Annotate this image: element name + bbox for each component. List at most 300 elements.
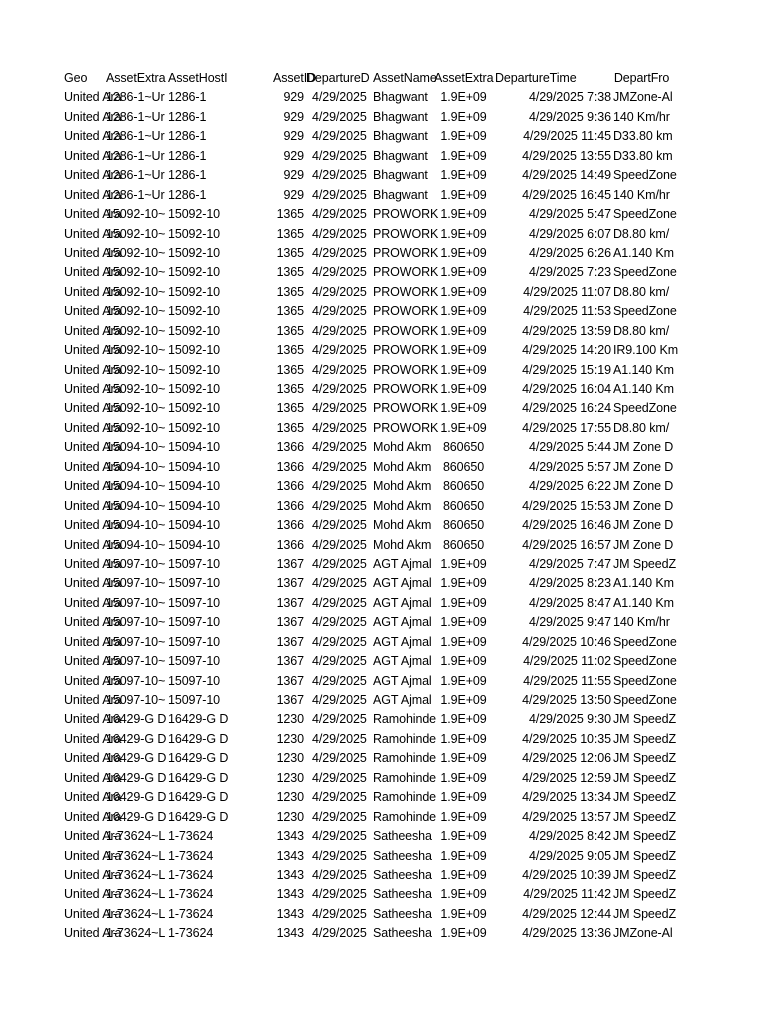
cell-departure-time[interactable]: 4/29/2025 16:24 bbox=[522, 401, 611, 416]
cell-asset-extra[interactable]: 15094-10~ bbox=[106, 518, 166, 533]
cell-asset-extra-2[interactable]: 1.9E+09 bbox=[440, 304, 487, 319]
cell-asset-id[interactable]: 929 bbox=[283, 168, 304, 183]
cell-asset-host-id[interactable]: 1-73624 bbox=[168, 906, 214, 921]
cell-asset-id[interactable]: 1343 bbox=[276, 926, 304, 941]
cell-asset-name[interactable]: Bhagwant bbox=[373, 109, 428, 124]
cell-asset-extra[interactable]: 16429-G D bbox=[106, 770, 167, 785]
cell-asset-extra-2[interactable]: 1.9E+09 bbox=[440, 129, 487, 144]
cell-departure-date[interactable]: 4/29/2025 bbox=[312, 634, 367, 649]
cell-departure-date[interactable]: 4/29/2025 bbox=[312, 829, 367, 844]
cell-asset-extra[interactable]: 15097-10~ bbox=[106, 556, 166, 571]
cell-geo[interactable]: United Ara bbox=[64, 498, 122, 513]
cell-asset-extra-2[interactable]: 1.9E+09 bbox=[440, 382, 487, 396]
header-geo[interactable]: Geo bbox=[64, 71, 88, 85]
cell-departure-time[interactable]: 4/29/2025 13:36 bbox=[522, 926, 611, 941]
cell-asset-extra[interactable]: 15092-10~ bbox=[106, 245, 166, 260]
cell-geo[interactable]: United Ara bbox=[64, 867, 122, 882]
cell-asset-id[interactable]: 1367 bbox=[276, 654, 304, 669]
cell-departure-date[interactable]: 4/29/2025 bbox=[312, 109, 367, 124]
cell-asset-name[interactable]: Ramohinde bbox=[373, 809, 437, 824]
cell-asset-extra[interactable]: 15092-10~ bbox=[106, 420, 166, 435]
cell-departure-date[interactable]: 4/29/2025 bbox=[312, 518, 367, 533]
cell-depart-from[interactable]: A1.140 Km bbox=[613, 362, 674, 377]
cell-departure-date[interactable]: 4/29/2025 bbox=[312, 790, 367, 805]
cell-asset-host-id[interactable]: 1286-1 bbox=[168, 109, 207, 124]
cell-asset-host-id[interactable]: 15092-10 bbox=[168, 382, 221, 396]
cell-asset-id[interactable]: 1365 bbox=[276, 245, 304, 260]
cell-geo[interactable]: United Ara bbox=[64, 343, 122, 358]
cell-asset-host-id[interactable]: 15092-10 bbox=[168, 420, 221, 435]
cell-depart-from[interactable]: SpeedZone bbox=[613, 168, 677, 183]
cell-asset-extra[interactable]: 15092-10~ bbox=[106, 304, 166, 319]
cell-asset-extra[interactable]: 16429-G D bbox=[106, 751, 167, 766]
cell-departure-date[interactable]: 4/29/2025 bbox=[312, 265, 367, 280]
cell-departure-time[interactable]: 4/29/2025 10:35 bbox=[522, 731, 611, 746]
cell-asset-host-id[interactable]: 15097-10 bbox=[168, 634, 221, 649]
cell-asset-name[interactable]: PROWORK bbox=[373, 343, 439, 358]
cell-depart-from[interactable]: D8.80 km/ bbox=[613, 420, 670, 435]
cell-depart-from[interactable]: A1.140 Km bbox=[613, 595, 674, 610]
header-departure-date[interactable]: DepartureD bbox=[306, 71, 370, 85]
cell-departure-date[interactable]: 4/29/2025 bbox=[312, 731, 367, 746]
cell-asset-host-id[interactable]: 15092-10 bbox=[168, 362, 221, 377]
cell-geo[interactable]: United Ara bbox=[64, 887, 122, 902]
cell-departure-date[interactable]: 4/29/2025 bbox=[312, 537, 367, 552]
cell-asset-extra-2[interactable]: 1.9E+09 bbox=[440, 284, 487, 299]
cell-asset-host-id[interactable]: 15092-10 bbox=[168, 343, 221, 358]
cell-asset-extra[interactable]: 15094-10~ bbox=[106, 479, 166, 494]
cell-geo[interactable]: United Ara bbox=[64, 265, 122, 280]
cell-asset-name[interactable]: Satheesha bbox=[373, 906, 432, 921]
cell-departure-date[interactable]: 4/29/2025 bbox=[312, 90, 367, 105]
cell-asset-host-id[interactable]: 16429-G D bbox=[168, 731, 229, 746]
cell-geo[interactable]: United Ara bbox=[64, 712, 122, 727]
cell-asset-id[interactable]: 929 bbox=[283, 187, 304, 202]
cell-asset-name[interactable]: AGT Ajmal bbox=[373, 634, 432, 649]
cell-asset-id[interactable]: 1367 bbox=[276, 615, 304, 630]
cell-asset-id[interactable]: 1366 bbox=[276, 537, 304, 552]
cell-departure-time[interactable]: 4/29/2025 9:05 bbox=[528, 848, 611, 863]
cell-depart-from[interactable]: SpeedZone bbox=[613, 265, 677, 280]
cell-asset-name[interactable]: AGT Ajmal bbox=[373, 673, 432, 688]
cell-asset-extra[interactable]: 16429-G D bbox=[106, 809, 167, 824]
cell-asset-host-id[interactable]: 15097-10 bbox=[168, 615, 221, 630]
cell-geo[interactable]: United Ara bbox=[64, 537, 122, 552]
cell-departure-time[interactable]: 4/29/2025 6:26 bbox=[528, 245, 611, 260]
header-depart-from[interactable]: DepartFro bbox=[613, 71, 670, 85]
cell-geo[interactable]: United Ara bbox=[64, 576, 122, 591]
cell-departure-date[interactable]: 4/29/2025 bbox=[312, 168, 367, 183]
cell-departure-date[interactable]: 4/29/2025 bbox=[312, 479, 367, 494]
cell-depart-from[interactable]: JM Zone D bbox=[613, 479, 674, 494]
cell-depart-from[interactable]: JM Zone D bbox=[613, 518, 674, 533]
cell-asset-name[interactable]: Mohd Akm bbox=[373, 459, 432, 474]
cell-asset-name[interactable]: Satheesha bbox=[373, 829, 432, 844]
cell-geo[interactable]: United Ara bbox=[64, 770, 122, 785]
cell-departure-date[interactable]: 4/29/2025 bbox=[312, 148, 367, 163]
cell-asset-extra-2[interactable]: 1.9E+09 bbox=[440, 770, 487, 785]
cell-departure-date[interactable]: 4/29/2025 bbox=[312, 926, 367, 941]
cell-asset-extra[interactable]: 15092-10~ bbox=[106, 343, 166, 358]
cell-asset-extra[interactable]: 15097-10~ bbox=[106, 693, 166, 707]
cell-geo[interactable]: United Ara bbox=[64, 751, 122, 766]
cell-asset-extra[interactable]: 15092-10~ bbox=[106, 323, 166, 338]
cell-asset-id[interactable]: 1365 bbox=[276, 265, 304, 280]
cell-departure-date[interactable]: 4/29/2025 bbox=[312, 323, 367, 338]
cell-depart-from[interactable]: JM SpeedZ bbox=[613, 829, 677, 844]
cell-geo[interactable]: United Ara bbox=[64, 926, 122, 941]
cell-asset-extra-2[interactable]: 1.9E+09 bbox=[440, 343, 487, 358]
cell-asset-extra-2[interactable]: 1.9E+09 bbox=[440, 362, 487, 377]
cell-depart-from[interactable]: SpeedZone bbox=[613, 401, 677, 416]
cell-geo[interactable]: United Ara bbox=[64, 323, 122, 338]
cell-departure-time[interactable]: 4/29/2025 9:36 bbox=[528, 109, 611, 124]
cell-departure-time[interactable]: 4/29/2025 15:53 bbox=[522, 498, 611, 513]
cell-depart-from[interactable]: JM Zone D bbox=[613, 537, 674, 552]
cell-asset-host-id[interactable]: 16429-G D bbox=[168, 790, 229, 805]
cell-asset-extra-2[interactable]: 1.9E+09 bbox=[440, 867, 487, 882]
cell-asset-extra-2[interactable]: 860650 bbox=[442, 498, 485, 513]
cell-departure-date[interactable]: 4/29/2025 bbox=[312, 187, 367, 202]
cell-asset-extra-2[interactable]: 1.9E+09 bbox=[440, 712, 487, 727]
cell-asset-extra-2[interactable]: 1.9E+09 bbox=[440, 615, 487, 630]
cell-asset-id[interactable]: 1230 bbox=[276, 770, 304, 785]
cell-geo[interactable]: United Ara bbox=[64, 479, 122, 494]
cell-geo[interactable]: United Ara bbox=[64, 245, 122, 260]
cell-departure-time[interactable]: 4/29/2025 13:34 bbox=[522, 790, 611, 805]
cell-asset-name[interactable]: PROWORK bbox=[373, 304, 439, 319]
cell-asset-host-id[interactable]: 1286-1 bbox=[168, 129, 207, 144]
cell-geo[interactable]: United Ara bbox=[64, 401, 122, 416]
cell-asset-id[interactable]: 1365 bbox=[276, 284, 304, 299]
cell-departure-date[interactable]: 4/29/2025 bbox=[312, 362, 367, 377]
cell-asset-host-id[interactable]: 15092-10 bbox=[168, 401, 221, 416]
cell-geo[interactable]: United Ara bbox=[64, 615, 122, 630]
cell-geo[interactable]: United Ara bbox=[64, 693, 122, 707]
header-asset-extra[interactable]: AssetExtra bbox=[106, 71, 166, 85]
cell-asset-extra[interactable]: 15097-10~ bbox=[106, 673, 166, 688]
cell-depart-from[interactable]: JM SpeedZ bbox=[613, 790, 677, 805]
cell-asset-host-id[interactable]: 15092-10 bbox=[168, 284, 221, 299]
cell-departure-time[interactable]: 4/29/2025 11:07 bbox=[523, 284, 611, 299]
cell-asset-name[interactable]: Ramohinde bbox=[373, 731, 437, 746]
cell-asset-extra[interactable]: 1-73624~L bbox=[106, 887, 166, 902]
cell-geo[interactable]: United Ara bbox=[64, 284, 122, 299]
cell-asset-id[interactable]: 1365 bbox=[276, 420, 304, 435]
cell-asset-extra[interactable]: 1286-1~Ur bbox=[106, 148, 165, 163]
cell-depart-from[interactable]: JMZone-Al bbox=[613, 926, 673, 941]
cell-asset-host-id[interactable]: 16429-G D bbox=[168, 770, 229, 785]
cell-asset-name[interactable]: AGT Ajmal bbox=[373, 654, 432, 669]
cell-asset-extra-2[interactable]: 1.9E+09 bbox=[440, 790, 487, 805]
cell-asset-extra-2[interactable]: 1.9E+09 bbox=[440, 887, 487, 902]
cell-asset-extra[interactable]: 1286-1~Ur bbox=[106, 168, 165, 183]
cell-asset-name[interactable]: Bhagwant bbox=[373, 129, 428, 144]
cell-asset-name[interactable]: PROWORK bbox=[373, 401, 439, 416]
cell-departure-date[interactable]: 4/29/2025 bbox=[312, 906, 367, 921]
cell-departure-date[interactable]: 4/29/2025 bbox=[312, 770, 367, 785]
cell-depart-from[interactable]: JM Zone D bbox=[613, 498, 674, 513]
cell-depart-from[interactable]: JM Zone D bbox=[613, 459, 674, 474]
cell-departure-time[interactable]: 4/29/2025 11:53 bbox=[523, 304, 611, 319]
cell-asset-name[interactable]: Ramohinde bbox=[373, 790, 437, 805]
cell-depart-from[interactable]: SpeedZone bbox=[613, 693, 677, 707]
cell-asset-host-id[interactable]: 15092-10 bbox=[168, 245, 221, 260]
cell-asset-name[interactable]: AGT Ajmal bbox=[373, 615, 432, 630]
cell-depart-from[interactable]: SpeedZone bbox=[613, 673, 677, 688]
cell-geo[interactable]: United Ara bbox=[64, 148, 122, 163]
cell-asset-extra-2[interactable]: 1.9E+09 bbox=[440, 673, 487, 688]
cell-departure-date[interactable]: 4/29/2025 bbox=[312, 615, 367, 630]
header-asset-extra-2[interactable]: AssetExtra bbox=[434, 71, 494, 85]
cell-departure-date[interactable]: 4/29/2025 bbox=[312, 654, 367, 669]
cell-departure-time[interactable]: 4/29/2025 16:45 bbox=[522, 187, 611, 202]
cell-asset-host-id[interactable]: 15094-10 bbox=[168, 518, 221, 533]
cell-asset-extra[interactable]: 1-73624~L bbox=[106, 906, 166, 921]
cell-asset-name[interactable]: AGT Ajmal bbox=[373, 576, 432, 591]
cell-departure-date[interactable]: 4/29/2025 bbox=[312, 576, 367, 591]
cell-departure-time[interactable]: 4/29/2025 12:44 bbox=[522, 906, 611, 921]
cell-asset-extra[interactable]: 16429-G D bbox=[106, 790, 167, 805]
cell-depart-from[interactable]: JM SpeedZ bbox=[613, 712, 677, 727]
cell-departure-date[interactable]: 4/29/2025 bbox=[312, 343, 367, 358]
cell-asset-id[interactable]: 1230 bbox=[276, 712, 304, 727]
cell-asset-name[interactable]: PROWORK bbox=[373, 284, 439, 299]
cell-departure-date[interactable]: 4/29/2025 bbox=[312, 420, 367, 435]
cell-depart-from[interactable]: A1.140 Km bbox=[613, 382, 674, 396]
cell-geo[interactable]: United Ara bbox=[64, 809, 122, 824]
cell-departure-date[interactable]: 4/29/2025 bbox=[312, 498, 367, 513]
cell-departure-time[interactable]: 4/29/2025 16:04 bbox=[522, 382, 611, 396]
cell-asset-extra-2[interactable]: 1.9E+09 bbox=[440, 654, 487, 669]
cell-asset-id[interactable]: 1366 bbox=[276, 459, 304, 474]
cell-asset-name[interactable]: AGT Ajmal bbox=[373, 556, 432, 571]
cell-depart-from[interactable]: JM SpeedZ bbox=[613, 770, 677, 785]
cell-asset-id[interactable]: 1230 bbox=[276, 751, 304, 766]
cell-asset-extra[interactable]: 1286-1~Ur bbox=[106, 129, 165, 144]
cell-asset-host-id[interactable]: 15092-10 bbox=[168, 207, 221, 222]
cell-asset-name[interactable]: PROWORK bbox=[373, 245, 439, 260]
cell-departure-time[interactable]: 4/29/2025 11:42 bbox=[523, 887, 611, 902]
cell-departure-time[interactable]: 4/29/2025 11:02 bbox=[523, 654, 611, 669]
cell-asset-name[interactable]: Bhagwant bbox=[373, 187, 428, 202]
cell-asset-name[interactable]: PROWORK bbox=[373, 362, 439, 377]
cell-geo[interactable]: United Ara bbox=[64, 187, 122, 202]
cell-depart-from[interactable]: JM SpeedZ bbox=[613, 731, 677, 746]
cell-depart-from[interactable]: D8.80 km/ bbox=[613, 323, 670, 338]
cell-departure-time[interactable]: 4/29/2025 8:23 bbox=[528, 576, 611, 591]
cell-asset-host-id[interactable]: 1-73624 bbox=[168, 887, 214, 902]
cell-departure-time[interactable]: 4/29/2025 8:42 bbox=[528, 829, 611, 844]
cell-asset-name[interactable]: Bhagwant bbox=[373, 168, 428, 183]
header-asset-name[interactable]: AssetName bbox=[373, 71, 437, 85]
cell-departure-time[interactable]: 4/29/2025 12:59 bbox=[522, 770, 611, 785]
cell-asset-extra-2[interactable]: 1.9E+09 bbox=[440, 245, 487, 260]
cell-departure-time[interactable]: 4/29/2025 13:57 bbox=[522, 809, 611, 824]
cell-asset-host-id[interactable]: 15097-10 bbox=[168, 693, 221, 707]
cell-asset-extra-2[interactable]: 1.9E+09 bbox=[440, 693, 487, 707]
cell-asset-extra-2[interactable]: 1.9E+09 bbox=[440, 848, 487, 863]
cell-asset-extra[interactable]: 15097-10~ bbox=[106, 576, 166, 591]
cell-depart-from[interactable]: D33.80 km bbox=[613, 148, 673, 163]
cell-asset-id[interactable]: 1343 bbox=[276, 848, 304, 863]
cell-departure-time[interactable]: 4/29/2025 10:46 bbox=[522, 634, 611, 649]
cell-asset-extra-2[interactable]: 1.9E+09 bbox=[440, 265, 487, 280]
cell-departure-date[interactable]: 4/29/2025 bbox=[312, 245, 367, 260]
cell-asset-name[interactable]: Mohd Akm bbox=[373, 498, 432, 513]
cell-departure-time[interactable]: 4/29/2025 5:47 bbox=[528, 207, 611, 222]
cell-asset-host-id[interactable]: 15097-10 bbox=[168, 654, 221, 669]
cell-depart-from[interactable]: SpeedZone bbox=[613, 304, 677, 319]
cell-geo[interactable]: United Ara bbox=[64, 829, 122, 844]
cell-asset-host-id[interactable]: 15092-10 bbox=[168, 226, 221, 241]
cell-departure-date[interactable]: 4/29/2025 bbox=[312, 751, 367, 766]
cell-asset-host-id[interactable]: 1286-1 bbox=[168, 90, 207, 105]
cell-asset-extra-2[interactable]: 1.9E+09 bbox=[440, 109, 487, 124]
cell-asset-host-id[interactable]: 15092-10 bbox=[168, 304, 221, 319]
cell-departure-time[interactable]: 4/29/2025 9:47 bbox=[528, 615, 611, 630]
cell-asset-extra-2[interactable]: 1.9E+09 bbox=[440, 148, 487, 163]
cell-departure-time[interactable]: 4/29/2025 14:49 bbox=[522, 168, 611, 183]
cell-departure-time[interactable]: 4/29/2025 13:50 bbox=[522, 693, 611, 707]
cell-asset-id[interactable]: 1365 bbox=[276, 226, 304, 241]
cell-asset-host-id[interactable]: 1-73624 bbox=[168, 848, 214, 863]
cell-asset-id[interactable]: 1365 bbox=[276, 382, 304, 396]
cell-geo[interactable]: United Ara bbox=[64, 420, 122, 435]
cell-asset-id[interactable]: 1367 bbox=[276, 673, 304, 688]
cell-asset-extra[interactable]: 1-73624~L bbox=[106, 829, 166, 844]
cell-departure-date[interactable]: 4/29/2025 bbox=[312, 673, 367, 688]
cell-geo[interactable]: United Ara bbox=[64, 634, 122, 649]
cell-asset-name[interactable]: PROWORK bbox=[373, 226, 439, 241]
cell-geo[interactable]: United Ara bbox=[64, 90, 122, 105]
cell-asset-id[interactable]: 929 bbox=[283, 90, 304, 105]
cell-asset-extra-2[interactable]: 860650 bbox=[442, 537, 485, 552]
cell-asset-id[interactable]: 1343 bbox=[276, 906, 304, 921]
cell-asset-host-id[interactable]: 16429-G D bbox=[168, 712, 229, 727]
cell-asset-id[interactable]: 1230 bbox=[276, 809, 304, 824]
cell-departure-time[interactable]: 4/29/2025 12:06 bbox=[522, 751, 611, 766]
cell-asset-id[interactable]: 929 bbox=[283, 148, 304, 163]
cell-asset-extra-2[interactable]: 860650 bbox=[442, 518, 485, 533]
cell-asset-host-id[interactable]: 15094-10 bbox=[168, 440, 221, 455]
cell-departure-time[interactable]: 4/29/2025 9:30 bbox=[528, 712, 611, 727]
cell-asset-extra-2[interactable]: 1.9E+09 bbox=[440, 906, 487, 921]
cell-departure-date[interactable]: 4/29/2025 bbox=[312, 809, 367, 824]
cell-depart-from[interactable]: JM SpeedZ bbox=[613, 887, 677, 902]
cell-departure-time[interactable]: 4/29/2025 10:39 bbox=[522, 867, 611, 882]
cell-asset-id[interactable]: 1343 bbox=[276, 829, 304, 844]
cell-asset-extra[interactable]: 15094-10~ bbox=[106, 440, 166, 455]
cell-asset-extra-2[interactable]: 1.9E+09 bbox=[440, 226, 487, 241]
cell-departure-time[interactable]: 4/29/2025 15:19 bbox=[522, 362, 611, 377]
cell-departure-time[interactable]: 4/29/2025 17:55 bbox=[522, 420, 611, 435]
cell-asset-name[interactable]: AGT Ajmal bbox=[373, 595, 432, 610]
cell-asset-host-id[interactable]: 16429-G D bbox=[168, 751, 229, 766]
cell-asset-extra[interactable]: 15094-10~ bbox=[106, 498, 166, 513]
cell-asset-name[interactable]: Ramohinde bbox=[373, 712, 437, 727]
cell-departure-time[interactable]: 4/29/2025 6:07 bbox=[528, 226, 611, 241]
cell-departure-date[interactable]: 4/29/2025 bbox=[312, 226, 367, 241]
cell-departure-date[interactable]: 4/29/2025 bbox=[312, 401, 367, 416]
cell-depart-from[interactable]: 140 Km/hr bbox=[613, 109, 670, 124]
cell-geo[interactable]: United Ara bbox=[64, 304, 122, 319]
cell-departure-date[interactable]: 4/29/2025 bbox=[312, 848, 367, 863]
cell-asset-extra-2[interactable]: 1.9E+09 bbox=[440, 809, 487, 824]
cell-departure-date[interactable]: 4/29/2025 bbox=[312, 556, 367, 571]
cell-asset-host-id[interactable]: 1286-1 bbox=[168, 187, 207, 202]
cell-departure-time[interactable]: 4/29/2025 11:45 bbox=[523, 129, 611, 144]
cell-asset-extra[interactable]: 15092-10~ bbox=[106, 207, 166, 222]
cell-asset-name[interactable]: Mohd Akm bbox=[373, 479, 432, 494]
cell-geo[interactable]: United Ara bbox=[64, 226, 122, 241]
cell-departure-time[interactable]: 4/29/2025 14:20 bbox=[522, 343, 611, 358]
cell-asset-extra[interactable]: 15092-10~ bbox=[106, 362, 166, 377]
cell-asset-extra[interactable]: 16429-G D bbox=[106, 712, 167, 727]
cell-asset-id[interactable]: 1367 bbox=[276, 576, 304, 591]
cell-asset-extra[interactable]: 1-73624~L bbox=[106, 848, 166, 863]
cell-asset-extra-2[interactable]: 1.9E+09 bbox=[440, 751, 487, 766]
cell-depart-from[interactable]: D8.80 km/ bbox=[613, 226, 670, 241]
cell-asset-host-id[interactable]: 15094-10 bbox=[168, 537, 221, 552]
cell-departure-time[interactable]: 4/29/2025 5:57 bbox=[528, 459, 611, 474]
cell-departure-time[interactable]: 4/29/2025 6:22 bbox=[528, 479, 611, 494]
cell-geo[interactable]: United Ara bbox=[64, 518, 122, 533]
cell-asset-id[interactable]: 1365 bbox=[276, 207, 304, 222]
cell-geo[interactable]: United Ara bbox=[64, 848, 122, 863]
cell-depart-from[interactable]: A1.140 Km bbox=[613, 245, 674, 260]
cell-geo[interactable]: United Ara bbox=[64, 556, 122, 571]
cell-depart-from[interactable]: JMZone-Al bbox=[613, 90, 673, 105]
cell-asset-extra-2[interactable]: 860650 bbox=[442, 440, 485, 455]
cell-asset-host-id[interactable]: 16429-G D bbox=[168, 809, 229, 824]
cell-asset-extra-2[interactable]: 1.9E+09 bbox=[440, 207, 487, 222]
cell-asset-name[interactable]: PROWORK bbox=[373, 265, 439, 280]
cell-asset-host-id[interactable]: 1-73624 bbox=[168, 867, 214, 882]
cell-depart-from[interactable]: SpeedZone bbox=[613, 207, 677, 222]
cell-asset-extra[interactable]: 1286-1~Ur bbox=[106, 187, 165, 202]
cell-depart-from[interactable]: IR9.100 Km bbox=[613, 343, 679, 358]
cell-asset-host-id[interactable]: 15092-10 bbox=[168, 265, 221, 280]
cell-asset-name[interactable]: Ramohinde bbox=[373, 770, 437, 785]
cell-departure-date[interactable]: 4/29/2025 bbox=[312, 440, 367, 455]
cell-asset-extra[interactable]: 15092-10~ bbox=[106, 401, 166, 416]
cell-asset-extra-2[interactable]: 1.9E+09 bbox=[440, 634, 487, 649]
cell-asset-host-id[interactable]: 15094-10 bbox=[168, 479, 221, 494]
cell-geo[interactable]: United Ara bbox=[64, 731, 122, 746]
cell-asset-host-id[interactable]: 1286-1 bbox=[168, 168, 207, 183]
cell-asset-extra[interactable]: 15097-10~ bbox=[106, 634, 166, 649]
cell-asset-id[interactable]: 1365 bbox=[276, 362, 304, 377]
cell-asset-name[interactable]: Bhagwant bbox=[373, 148, 428, 163]
cell-depart-from[interactable]: JM Zone D bbox=[613, 440, 674, 455]
cell-asset-extra-2[interactable]: 1.9E+09 bbox=[440, 187, 487, 202]
cell-depart-from[interactable]: SpeedZone bbox=[613, 634, 677, 649]
cell-geo[interactable]: United Ara bbox=[64, 168, 122, 183]
cell-asset-name[interactable]: Satheesha bbox=[373, 867, 432, 882]
cell-geo[interactable]: United Ara bbox=[64, 654, 122, 669]
cell-asset-extra-2[interactable]: 860650 bbox=[442, 459, 485, 474]
cell-asset-host-id[interactable]: 15097-10 bbox=[168, 673, 221, 688]
cell-departure-time[interactable]: 4/29/2025 16:46 bbox=[522, 518, 611, 533]
cell-asset-host-id[interactable]: 15092-10 bbox=[168, 323, 221, 338]
cell-asset-name[interactable]: Bhagwant bbox=[373, 90, 428, 105]
cell-departure-time[interactable]: 4/29/2025 13:59 bbox=[522, 323, 611, 338]
cell-asset-extra-2[interactable]: 1.9E+09 bbox=[440, 595, 487, 610]
cell-departure-time[interactable]: 4/29/2025 7:38 bbox=[528, 90, 611, 105]
cell-departure-date[interactable]: 4/29/2025 bbox=[312, 207, 367, 222]
cell-asset-extra-2[interactable]: 860650 bbox=[442, 479, 485, 494]
